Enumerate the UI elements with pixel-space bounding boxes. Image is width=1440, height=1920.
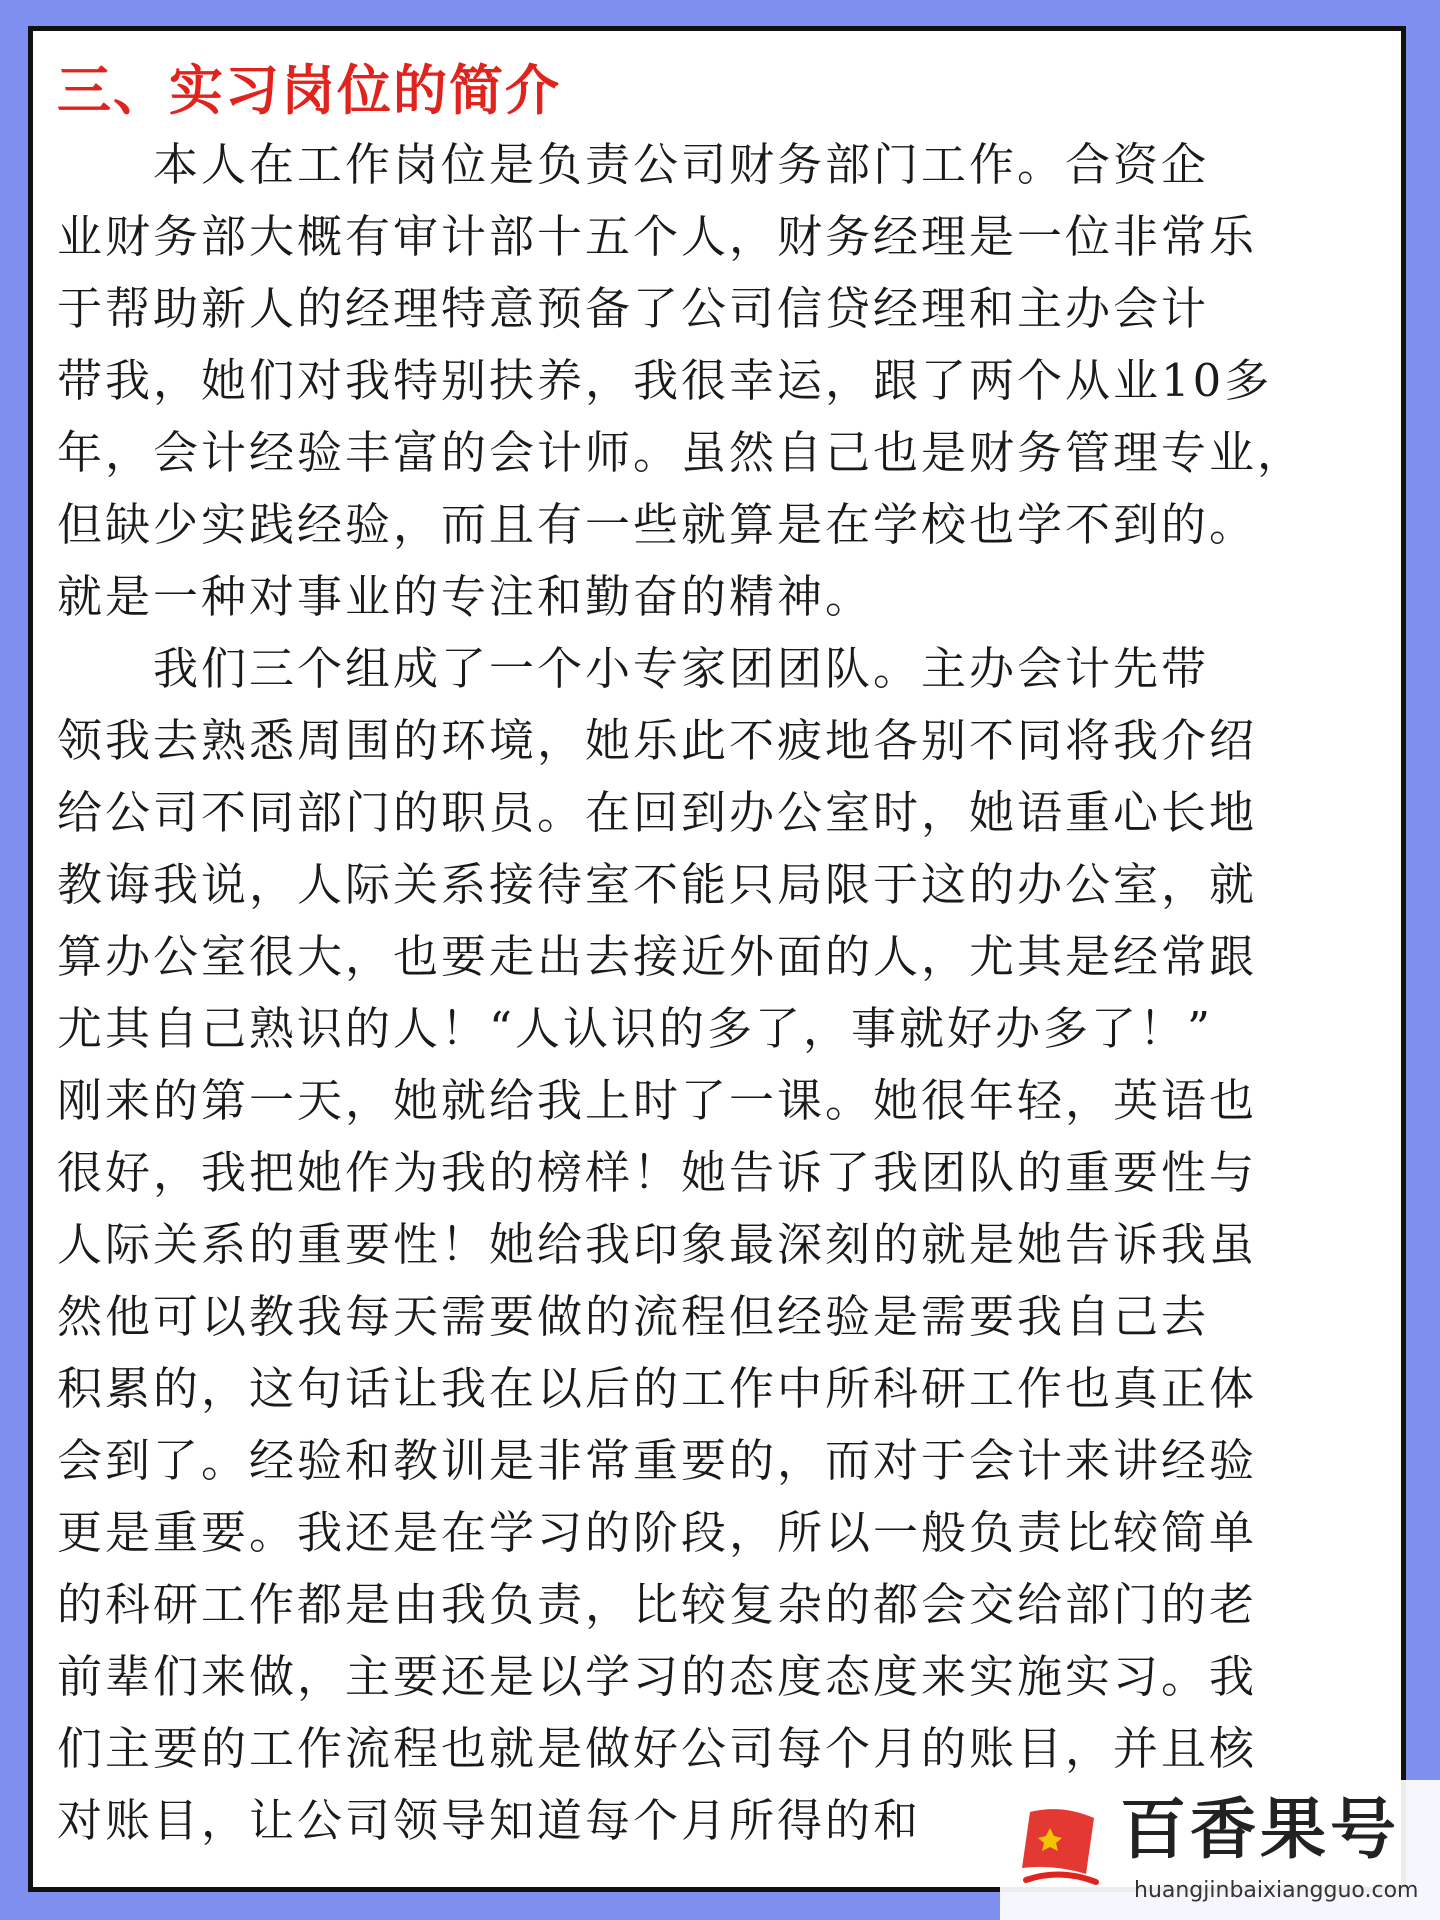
body-text bbox=[57, 129, 1387, 1857]
watermark-url: huangjinbaixiangguo.com bbox=[1134, 1878, 1419, 1903]
text-line: 们主要的工作流程也就是做好公司每个月的账目，并且核 bbox=[57, 1722, 1258, 1775]
text-line: 年，会计经验丰富的会计师。虽然自己也是财务管理专业， bbox=[57, 426, 1306, 479]
text-line: 刚来的第一天，她就给我上时了一课。她很年轻，英语也 bbox=[57, 1074, 1258, 1127]
text-line: 会到了。经验和教训是非常重要的，而对于会计来讲经验 bbox=[57, 1434, 1258, 1487]
text-line: 对账目，让公司领导知道每个月所得的和 bbox=[57, 1794, 922, 1847]
text-line: 前辈们来做，主要还是以学习的态度态度来实施实习。我 bbox=[57, 1650, 1258, 1703]
watermark-brand: 百香果号 bbox=[1120, 1791, 1400, 1868]
text-line: 于帮助新人的经理特意预备了公司信贷经理和主办会计 bbox=[57, 282, 1210, 335]
text-line: 算办公室很大，也要走出去接近外面的人，尤其是经常跟 bbox=[57, 930, 1258, 983]
text-line: 的科研工作都是由我负责，比较复杂的都会交给部门的老 bbox=[57, 1578, 1258, 1631]
text-line: 更是重要。我还是在学习的阶段，所以一般负责比较简单 bbox=[57, 1506, 1258, 1559]
text-line: 积累的，这句话让我在以后的工作中所科研工作也真正体 bbox=[57, 1362, 1258, 1415]
text-line: 就是一种对事业的专注和勤奋的精神。 bbox=[57, 570, 874, 623]
text-line: 人际关系的重要性！她给我印象最深刻的就是她告诉我虽 bbox=[57, 1218, 1258, 1271]
text-line: 很好，我把她作为我的榜样！她告诉了我团队的重要性与 bbox=[57, 1146, 1258, 1199]
text-line: 业财务部大概有审计部十五个人，财务经理是一位非常乐 bbox=[57, 210, 1258, 263]
text-line: 然他可以教我每天需要做的流程但经验是需要我自己去 bbox=[57, 1290, 1210, 1343]
text-line: 我们三个组成了一个小专家团团队。主办会计先带 bbox=[57, 642, 1210, 695]
text-line: 教诲我说，人际关系接待室不能只局限于这的办公室，就 bbox=[57, 858, 1258, 911]
text-line: 尤其自己熟识的人！“人认识的多了，事就好办多了！” bbox=[57, 1002, 1214, 1055]
document-page bbox=[28, 26, 1406, 1892]
watermark bbox=[1000, 1780, 1440, 1920]
text-line: 带我，她们对我特别扶养，我很幸运，跟了两个从业10多 bbox=[57, 354, 1273, 407]
text-line: 领我去熟悉周围的环境，她乐此不疲地各别不同将我介绍 bbox=[57, 714, 1258, 767]
text-line: 本人在工作岗位是负责公司财务部门工作。合资企 bbox=[57, 138, 1210, 191]
section-heading: 三、实习岗位的简介 bbox=[57, 59, 561, 122]
star-flag-logo-icon bbox=[1012, 1798, 1104, 1890]
text-line: 给公司不同部门的职员。在回到办公室时，她语重心长地 bbox=[57, 786, 1258, 839]
text-line: 但缺少实践经验，而且有一些就算是在学校也学不到的。 bbox=[57, 498, 1258, 551]
